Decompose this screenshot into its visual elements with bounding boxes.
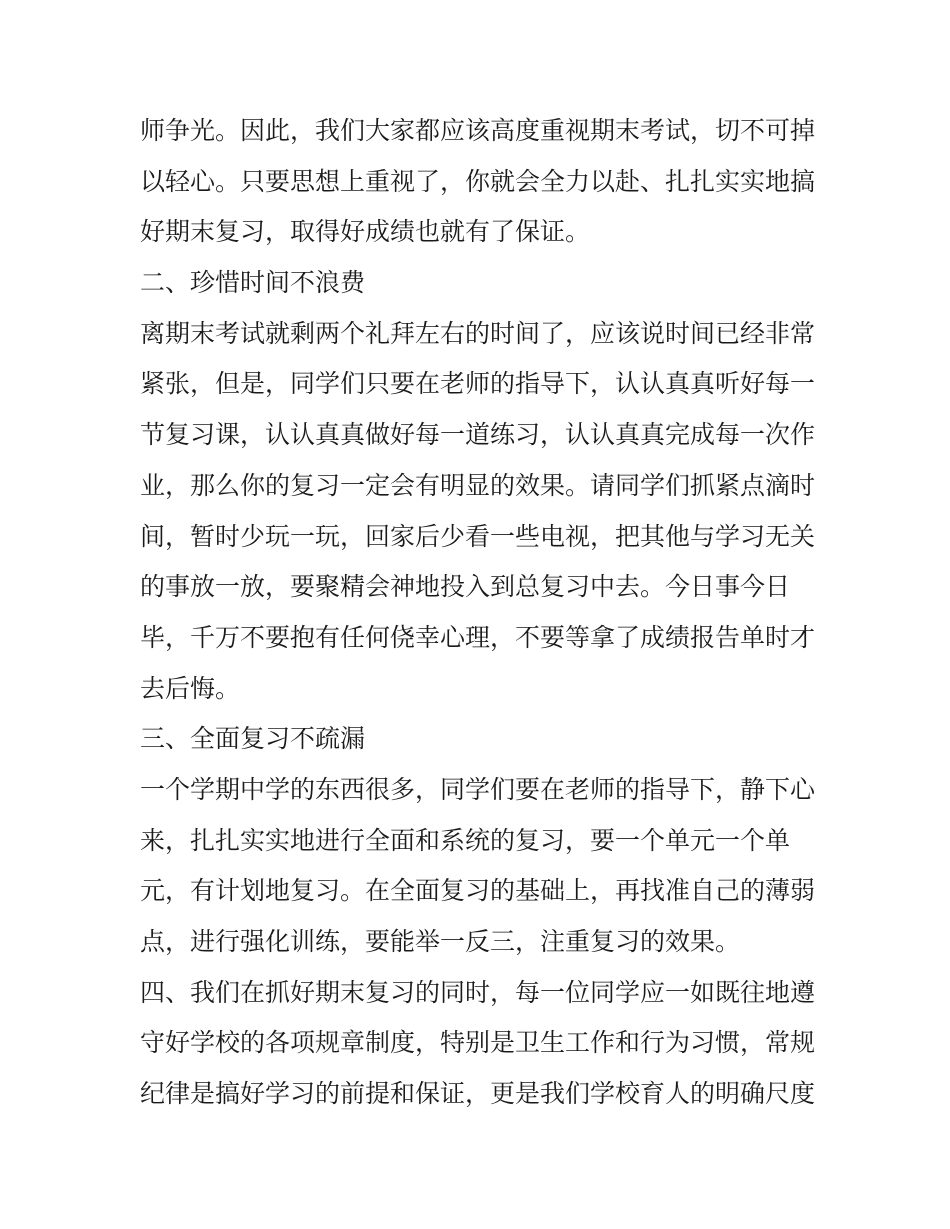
text-line: 一个学期中学的东西很多，同学们要在老师的指导下，静下心 [140,774,816,804]
text-line: 师争光。因此，我们大家都应该高度重视期末考试，切不可掉 [140,116,816,145]
text-line: 毕，千万不要抱有任何侥幸心理，不要等拿了成绩报告单时才 [140,622,816,652]
document-body [140,106,820,1120]
text-line: 元，有计划地复习。在全面复习的基础上，再找准自己的薄弱 [140,876,816,906]
text-line: 的事放一放，要聚精会神地投入到总复习中去。今日事今日 [140,572,791,602]
section-heading: 二、珍惜时间不浪费 [140,268,366,298]
text-line: 纪律是搞好学习的前提和保证，更是我们学校育人的明确尺度 [140,1079,816,1109]
text-line: 节复习课，认认真真做好每一道练习，认认真真完成每一次作 [140,420,816,450]
text-line: 业，那么你的复习一定会有明显的效果。请同学们抓紧点滴时 [140,470,816,500]
text-line: 去后悔。 [140,673,241,703]
text-line: 以轻心。只要思想上重视了，你就会全力以赴、扎扎实实地搞 [140,166,816,196]
section-heading: 三、全面复习不疏漏 [140,724,366,754]
text-line: 紧张，但是，同学们只要在老师的指导下，认认真真听好每一 [140,369,816,399]
text-line: 守好学校的各项规章制度，特别是卫生工作和行为习惯，常规 [140,1028,816,1058]
text-line: 离期末考试就剩两个礼拜左右的时间了，应该说时间已经非常 [140,318,816,348]
text-line: 四、我们在抓好期末复习的同时，每一位同学应一如既往地遵 [140,977,816,1007]
text-line: 来，扎扎实实地进行全面和系统的复习，要一个单元一个单 [140,825,791,855]
text-line: 点，进行强化训练，要能举一反三，注重复习的效果。 [140,927,741,956]
text-line: 间，暂时少玩一玩，回家后少看一些电视，把其他与学习无关 [140,521,816,551]
text-line: 好期末复习，取得好成绩也就有了保证。 [140,217,591,247]
